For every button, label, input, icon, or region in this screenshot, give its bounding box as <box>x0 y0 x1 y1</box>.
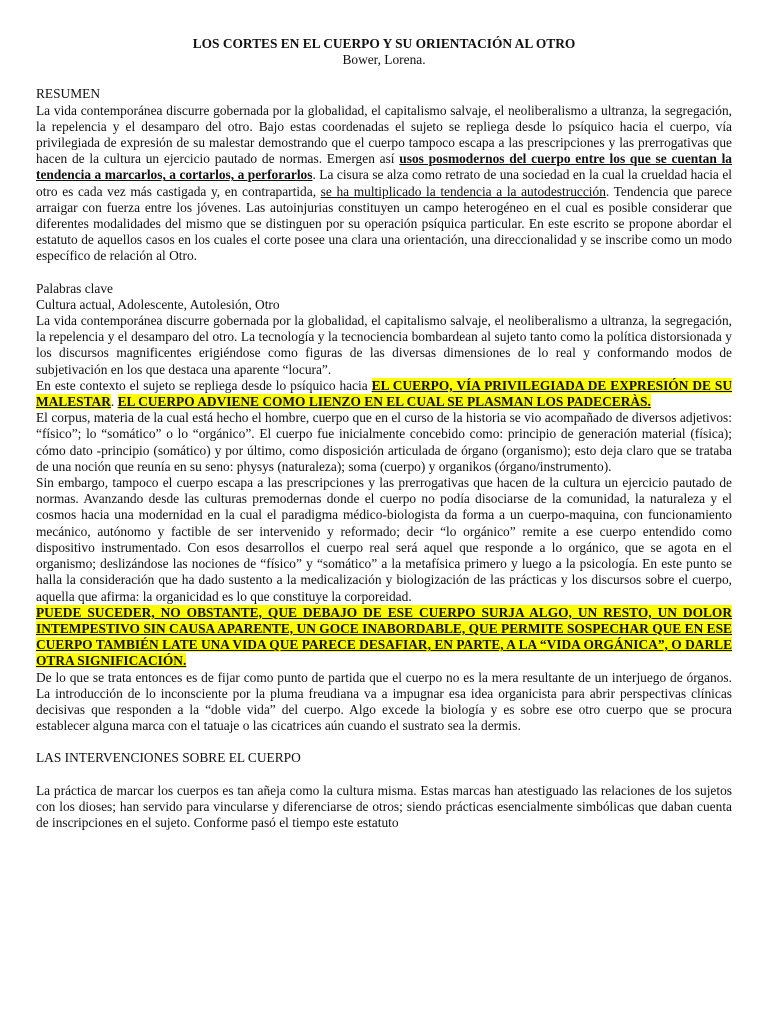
body-paragraph-1: La vida contemporánea discurre gobernada por la globalidad, el capitalismo salvaje, el neoliberalismo a ultranza, la segregación, la repelencia y el desamparo del otro. La tecnología y la tecnociencia bombardean al sujeto tanto como la política distorsionada y los discursos magnificentes erigiéndose como figuras de las diversas dimensiones de lo real y conformando modos de subjetivación en los que destaca una aparente “locura”. <box>36 313 732 377</box>
resumen-emphasis-underline: se ha multiplicado la tendencia a la autodestrucción <box>320 183 606 199</box>
document-title: LOS CORTES EN EL CUERPO Y SU ORIENTACIÓN AL OTRO <box>192 36 576 51</box>
body-paragraph-2 <box>36 378 732 410</box>
highlight-vida-organica: PUEDE SUCEDER, NO OBSTANTE, QUE DEBAJO DE ESE CUERPO SURJA ALGO, UN RESTO, UN DOLOR INTEMPESTIVO SIN CAUSA APARENTE, UN GOCE INABORDABLE, QUE PERMITE SOSPECHAR QUE EN ESE CUERPO TAMBIÉN LATE UNA VIDA QUE PARECE DESAFIAR, EN PARTE, A LA “VIDA ORGÁNICA”, O DARLE OTRA SIGNIFICACIÓN. <box>36 604 732 669</box>
resumen-paragraph <box>36 103 732 265</box>
spacer <box>36 265 732 281</box>
body-paragraph-6: De lo que se trata entonces es de fijar como punto de partida que el cuerpo no es la mera resultante de un interjuego de órganos. La introducción de lo inconsciente por la pluma freudiana va a impugnar esa idea organicista para abrir perspectivas clínicas decisivas que responden a la “doble vida” del cuerpo. Algo excede la biología y es sobre ese otro cuerpo que se procura establecer alguna marca con el tatuaje o las cicatrices aún cuando el sustrato sea la dermis. <box>36 669 732 734</box>
spacer <box>36 767 732 783</box>
section-heading: LAS INTERVENCIONES SOBRE EL CUERPO <box>36 750 301 766</box>
body-paragraph-4: Sin embargo, tampoco el cuerpo escapa a las prescripciones y las prerrogativas que hacen de la cultura un ejercicio pautado de normas. Avanzando desde las culturas premodernas donde el cuerpo no podía disociarse de la comunidad, la naturaleza y el cosmos hacia una modernidad en la cual el paradigma médico-biologista da forma a un cuerpo-maquina, con funcionamiento mecánico, autónomo y factible de ser intervenido y reformado; decir “lo orgánico” remite a ese cuerpo entendido como dispositivo instrumentado. Con esos desarrollos el cuerpo real será aquel que responde a lo orgánico, que se agota en el organismo; deslizándose las nociones de “físico” y “somático” a la metafísica primero y luego a la psicología. En este punto se halla la consideración que ha dado sustento a la medicalización y biologización de las prácticas y los discursos sobre el cuerpo, aquella que afirma: la organicidad es lo que constituye la corporeidad. <box>36 475 732 604</box>
resumen-heading: RESUMEN <box>36 86 100 102</box>
body-paragraph-7: La práctica de marcar los cuerpos es tan añeja como la cultura misma. Estas marcas han atestiguado las relaciones de los sujetos con los dioses; han servido para vincularse y diferenciarse de otros; siendo prácticas esencialmente simbólicas que daban cuenta de inscripciones en el sujeto. Conforme pasó el tiempo este estatuto <box>36 782 732 830</box>
highlight-cuerpo-lienzo: EL CUERPO ADVIENE COMO LIENZO EN EL CUAL SE PLASMAN LOS PADECERÀS. <box>117 394 651 410</box>
highlight-cuerpo-via: EL CUERPO, VÍA PRIVILEGIADA DE EXPRESIÓN DE SU MALESTAR <box>36 377 733 410</box>
spacer <box>36 734 732 750</box>
paragraph-2-text: En este contexto el sujeto se repliega desde lo psíquico hacia <box>36 377 372 393</box>
body-paragraph-5 <box>36 605 732 670</box>
resumen-emphasis-bold: usos posmodernos del cuerpo entre los que se cuentan la tendencia a marcarlos, a cortarlos, a perforarlos <box>36 151 733 183</box>
document-author: Bower, Lorena. <box>342 52 426 68</box>
keywords-heading: Palabras clave <box>36 280 113 296</box>
paragraph-2-separator: . <box>110 394 118 410</box>
resumen-text-3: . Tendencia que parece arraigar con fuerza entre los jóvenes. Las autoinjurias constituyen un campo heterogéneo en el cual es posible considerar que diferentes modalidades del mismo que se distinguen por su operación psíquica particular. En este escrito se propone abordar el estatuto de aquellos casos en los cuales el corte posee una clara una orientación, una direccionalidad y se inscribe como un modo específico de relación al Otro. <box>36 183 732 264</box>
body-paragraph-3: El corpus, materia de la cual está hecho el hombre, cuerpo que en el curso de la historia se vio acompañado de diversos adjetivos: “físico”; lo “somático” o lo “orgánico”. El cuerpo fue inicialmente concebido como: principio de generación material (física); cómo dato -principio (somático) y por último, como disposición articulada de órgano (organismo); esto deja claro que se trataba de una noción que reunía en su seno: physys (naturaleza); soma (cuerpo) y organikos (órgano/instrumento). <box>36 410 732 474</box>
keywords-list: Cultura actual, Adolescente, Autolesión, Otro <box>36 296 280 312</box>
resumen-text-2: . La cisura se alza como retrato de una sociedad en la cual la crueldad hacia el otro es cada vez más castigada y, en contrapartida, <box>36 167 732 199</box>
resumen-text-1: La vida contemporánea discurre gobernada por la globalidad, el capitalismo salvaje, el neoliberalismo a ultranza, la segregación, la repelencia y el desamparo del otro. Bajo estas coordenadas el sujeto se repliega desde lo psíquico hacia el cuerpo, vía privilegiada de expresión de su malestar demostrando que el cuerpo tampoco escapa a las prescripciones y las prerrogativas que hacen de la cultura un ejercicio pautado de normas. Emergen así <box>36 102 732 167</box>
